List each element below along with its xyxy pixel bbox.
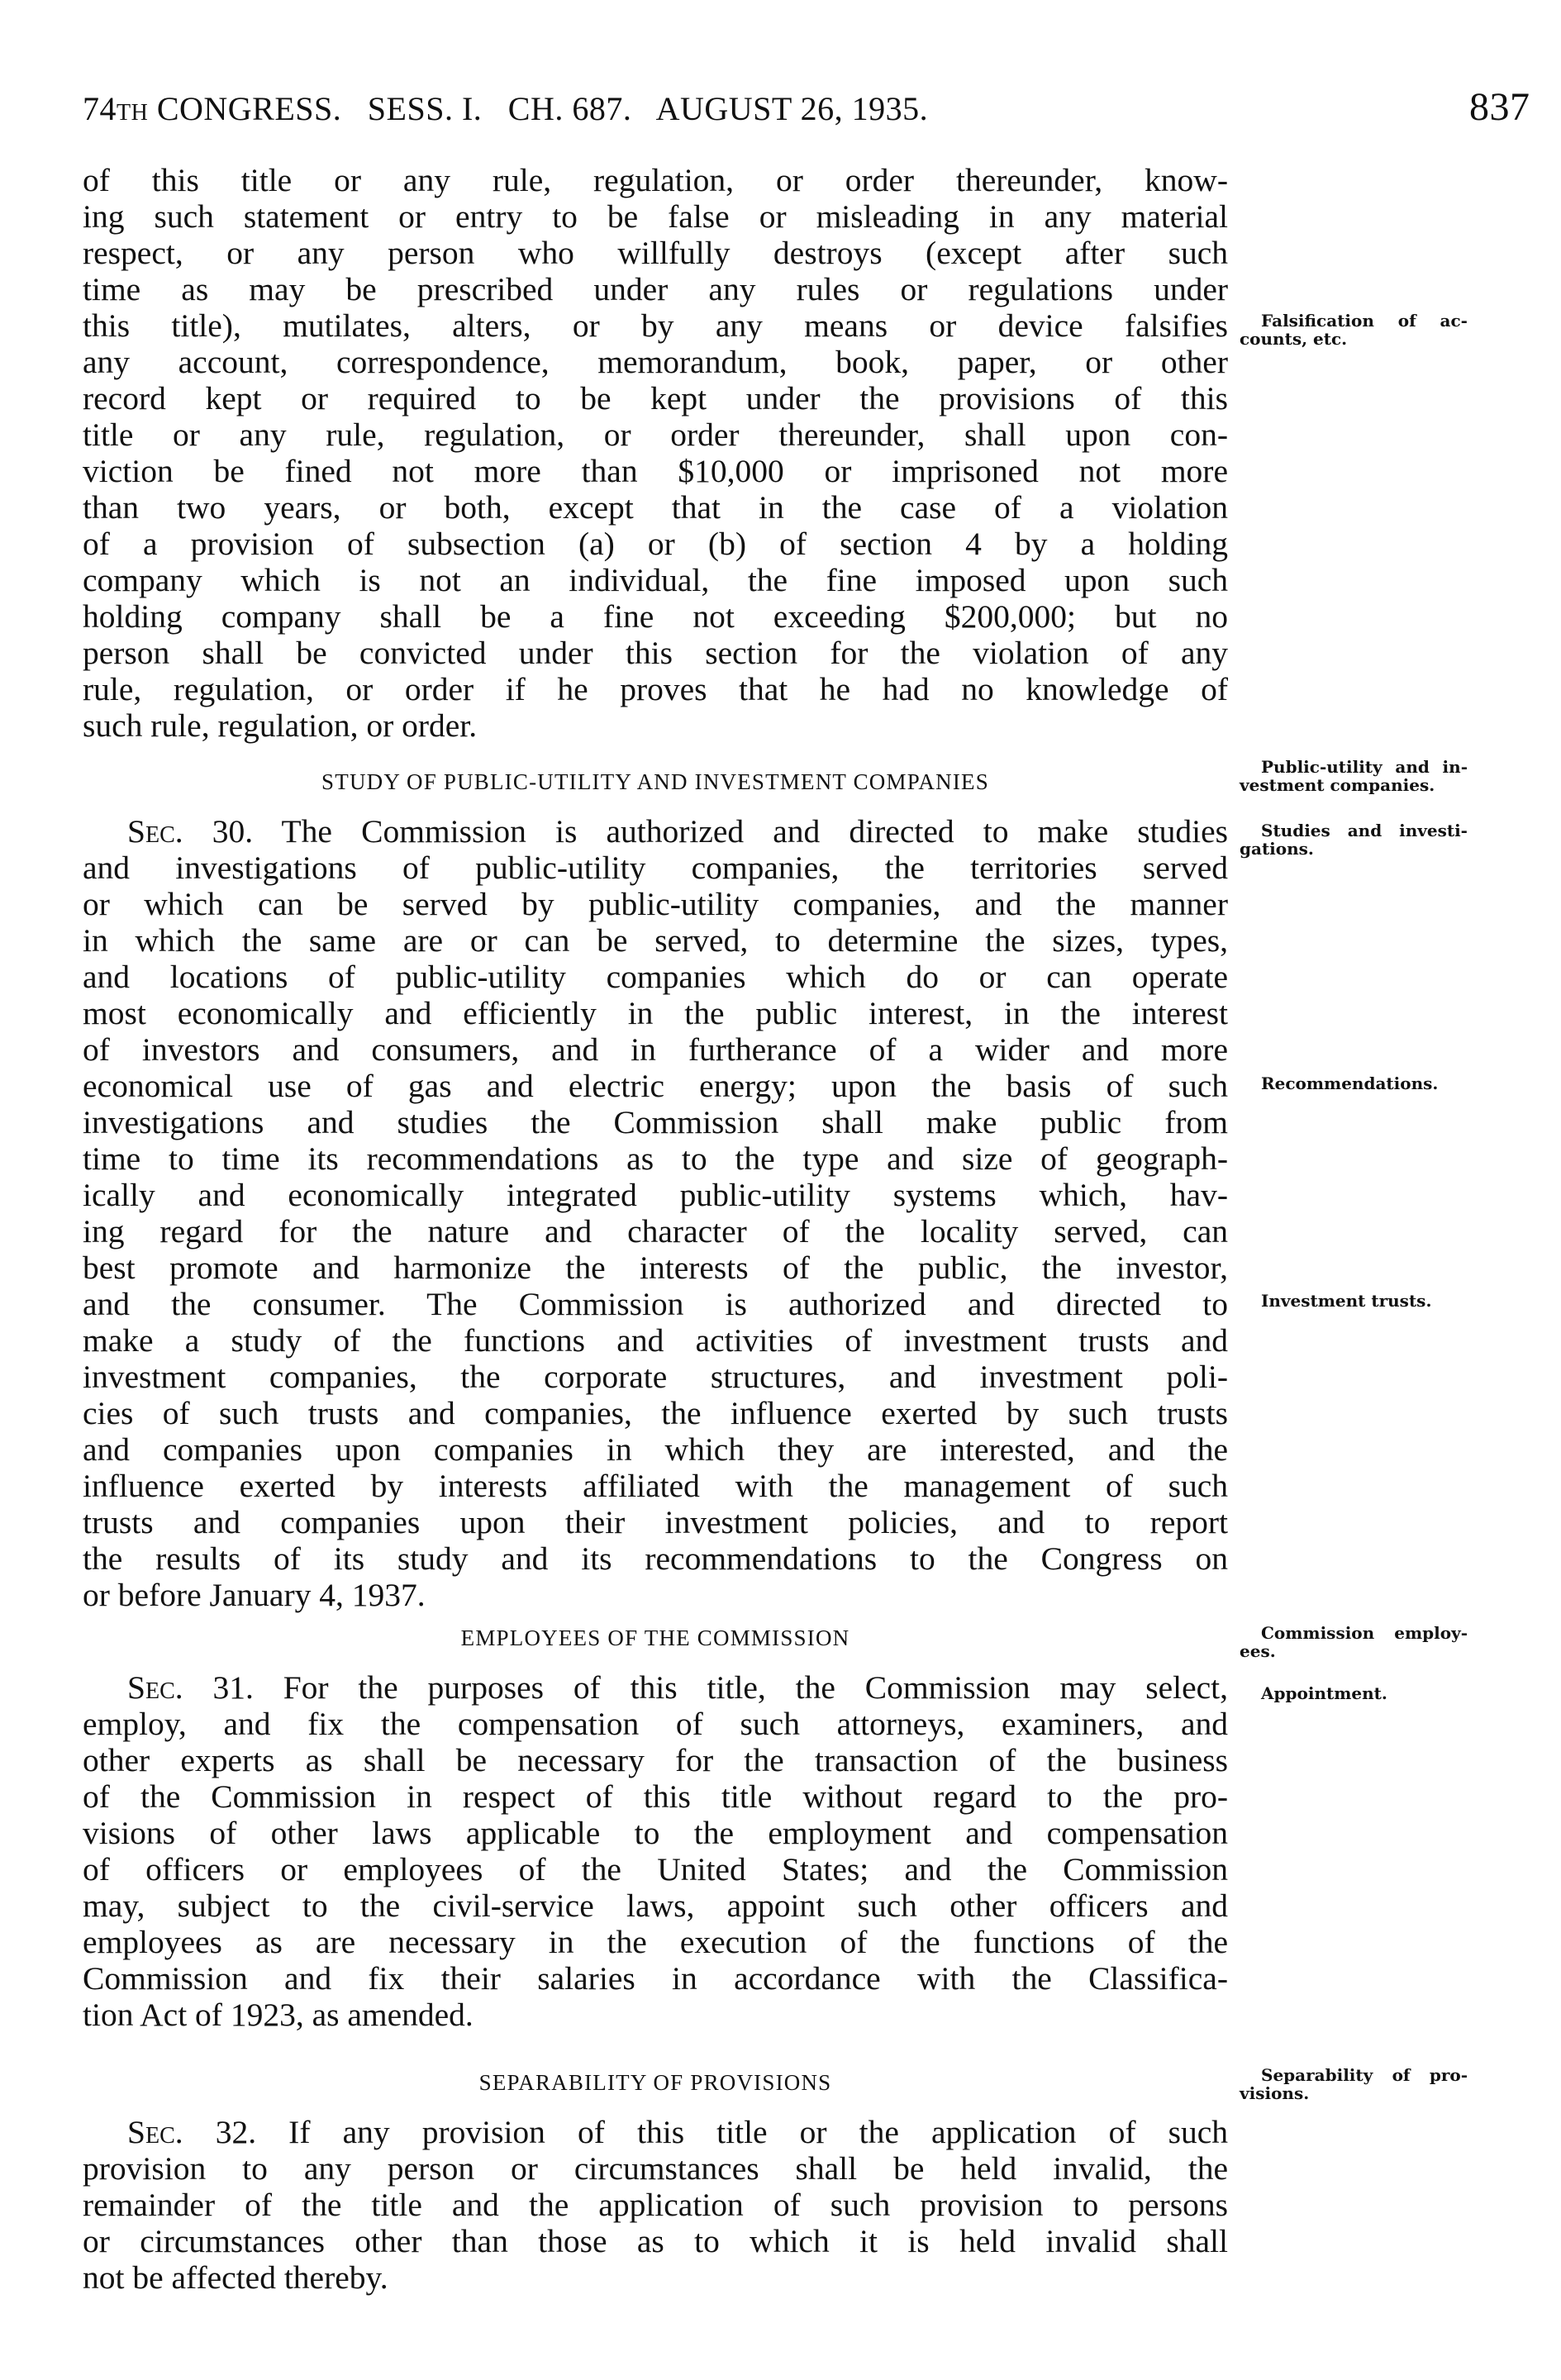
text-line: or before January 4, 1937.: [83, 1577, 426, 1613]
text-line: provision to any person or circumstances shall be held invalid, the: [83, 2150, 1228, 2187]
text-line: cies of such trusts and companies, the influence exerted by such trusts: [83, 1395, 1228, 1431]
text-line-rest: The Commission is authorized and directed to make studies: [253, 813, 1229, 850]
section-number: Sec. 32.: [127, 2114, 257, 2150]
margin-note-line: Commission employ-: [1261, 1623, 1468, 1643]
margin-note-appointment: [1240, 1684, 1479, 1702]
margin-note-line: Recommendations.: [1261, 1073, 1439, 1093]
text-line: of a provision of subsection (a) or (b) of section 4 by a holding: [83, 526, 1228, 562]
running-head-citation: [83, 89, 928, 128]
text-line-rest: If any provision of this title or the application of such: [256, 2114, 1228, 2150]
text-line: ing such statement or entry to be false or misleading in any material: [83, 198, 1228, 235]
text-line: [83, 2114, 1228, 2150]
text-line: other experts as shall be necessary for the transaction of the business: [83, 1742, 1228, 1778]
margin-note-recommendations: [1240, 1074, 1479, 1092]
text-line: of officers or employees of the United States; and the Commission: [83, 1851, 1228, 1887]
text-line: such rule, regulation, or order.: [83, 707, 478, 744]
text-line: and investigations of public-utility companies, the territories served: [83, 850, 1228, 886]
text-line: and the consumer. The Commission is authorized and directed to: [83, 1286, 1228, 1322]
text-line: this title), mutilates, alters, or by any means or device falsifies: [83, 307, 1228, 344]
text-line: [83, 813, 1228, 850]
text-line: economical use of gas and electric energy; upon the basis of such: [83, 1068, 1228, 1104]
margin-note-commission-employees: [1240, 1624, 1479, 1660]
text-line: make a study of the functions and activities of investment trusts and: [83, 1322, 1228, 1359]
text-line: holding company shall be a fine not exceeding $200,000; but no: [83, 598, 1228, 635]
text-line: and locations of public-utility companies which do or can operate: [83, 959, 1228, 995]
margin-note-line: visions.: [1240, 2083, 1310, 2103]
text-line: person shall be convicted under this section for the violation of any: [83, 635, 1228, 671]
margin-note-separability: [1240, 2066, 1479, 2102]
text-line: rule, regulation, or order if he proves that he had no knowledge of: [83, 671, 1228, 707]
margin-note-public-utility: [1240, 758, 1479, 794]
text-line: viction be fined not more than $10,000 or imprisoned not more: [83, 453, 1228, 489]
margin-note-investment-trusts: [1240, 1292, 1479, 1310]
margin-note-line: Studies and investi-: [1261, 821, 1468, 840]
text-line: tion Act of 1923, as amended.: [83, 1997, 474, 2033]
text-line: best promote and harmonize the interests of the public, the investor,: [83, 1250, 1228, 1286]
text-line: trusts and companies upon their investment policies, and to report: [83, 1504, 1228, 1540]
text-line: remainder of the title and the application of such provision to persons: [83, 2187, 1228, 2223]
section-number: Sec. 31.: [127, 1669, 254, 1706]
margin-note-line: Separability of pro-: [1261, 2065, 1468, 2085]
text-line: [83, 1669, 1228, 1706]
section-heading-employees: EMPLOYEES OF THE COMMISSION: [460, 1626, 850, 1650]
text-line: ing regard for the nature and character of the locality served, can: [83, 1213, 1228, 1250]
section-31-paragraph: [83, 1669, 1228, 2033]
margin-note-line: ees.: [1240, 1641, 1276, 1661]
text-line: the results of its study and its recommendations to the Congress on: [83, 1540, 1228, 1577]
section-30-paragraph: [83, 813, 1228, 1613]
margin-note-line: gations.: [1240, 839, 1314, 859]
text-line: or which can be served by public-utility companies, and the manner: [83, 886, 1228, 922]
text-line: employees as are necessary in the execution of the functions of the: [83, 1924, 1228, 1960]
section-heading-separability: SEPARABILITY OF PROVISIONS: [478, 2070, 832, 2095]
text-line: time as may be prescribed under any rules or regulations under: [83, 271, 1228, 307]
page-number: 837: [1469, 85, 1530, 129]
section-heading-study: STUDY OF PUBLIC-UTILITY AND INVESTMENT COMPANIES: [321, 769, 989, 794]
text-line: most economically and efficiently in the public interest, in the interest: [83, 995, 1228, 1031]
text-line: in which the same are or can be served, to determine the sizes, types,: [83, 922, 1228, 959]
text-line: investigations and studies the Commission shall make public from: [83, 1104, 1228, 1140]
text-line: employ, and fix the compensation of such attorneys, examiners, and: [83, 1706, 1228, 1742]
text-line: or circumstances other than those as to which it is held invalid shall: [83, 2223, 1228, 2259]
text-line: any account, correspondence, memorandum, book, paper, or other: [83, 344, 1228, 380]
text-line: respect, or any person who willfully destroys (except after such: [83, 235, 1228, 271]
margin-note-falsification: [1240, 312, 1479, 348]
text-line: ically and economically integrated public-utility systems which, hav-: [83, 1177, 1228, 1213]
session-chapter-date: CONGRESS. SESS. I. CH. 687. AUGUST 26, 1935.: [148, 90, 929, 127]
section-number: Sec. 30.: [127, 813, 254, 850]
margin-note-line: Falsification of ac-: [1261, 311, 1468, 331]
section-32-paragraph: [83, 2114, 1228, 2296]
margin-note-line: Investment trusts.: [1261, 1291, 1432, 1311]
text-line: of this title or any rule, regulation, or order thereunder, know-: [83, 162, 1228, 198]
text-line: than two years, or both, except that in the case of a violation: [83, 489, 1228, 526]
text-line: of investors and consumers, and in furtherance of a wider and more: [83, 1031, 1228, 1068]
text-line: visions of other laws applicable to the employment and compensation: [83, 1815, 1228, 1851]
congress-number: 74: [83, 90, 117, 127]
text-line: may, subject to the civil-service laws, appoint such other officers and: [83, 1887, 1228, 1924]
text-line: title or any rule, regulation, or order thereunder, shall upon con-: [83, 416, 1228, 453]
text-line-rest: For the purposes of this title, the Commission may select,: [253, 1669, 1228, 1706]
congress-suffix: TH: [117, 100, 149, 126]
text-line: Commission and fix their salaries in accordance with the Classifica-: [83, 1960, 1228, 1997]
margin-note-studies: [1240, 821, 1479, 858]
text-line: investment companies, the corporate structures, and investment poli-: [83, 1359, 1228, 1395]
text-line: and companies upon companies in which they are interested, and the: [83, 1431, 1228, 1468]
text-line: influence exerted by interests affiliated with the management of such: [83, 1468, 1228, 1504]
text-line: time to time its recommendations as to the type and size of geograph-: [83, 1140, 1228, 1177]
continuation-paragraph: [83, 162, 1228, 744]
margin-note-line: Public-utility and in-: [1261, 757, 1468, 777]
text-line: company which is not an individual, the fine imposed upon such: [83, 562, 1228, 598]
margin-note-line: Appointment.: [1261, 1683, 1387, 1703]
running-head: [83, 85, 1530, 136]
margin-note-line: counts, etc.: [1240, 329, 1348, 349]
margin-note-line: vestment companies.: [1240, 775, 1435, 795]
text-line: of the Commission in respect of this title without regard to the pro-: [83, 1778, 1228, 1815]
text-line: not be affected thereby.: [83, 2259, 388, 2296]
text-line: record kept or required to be kept under the provisions of this: [83, 380, 1228, 416]
